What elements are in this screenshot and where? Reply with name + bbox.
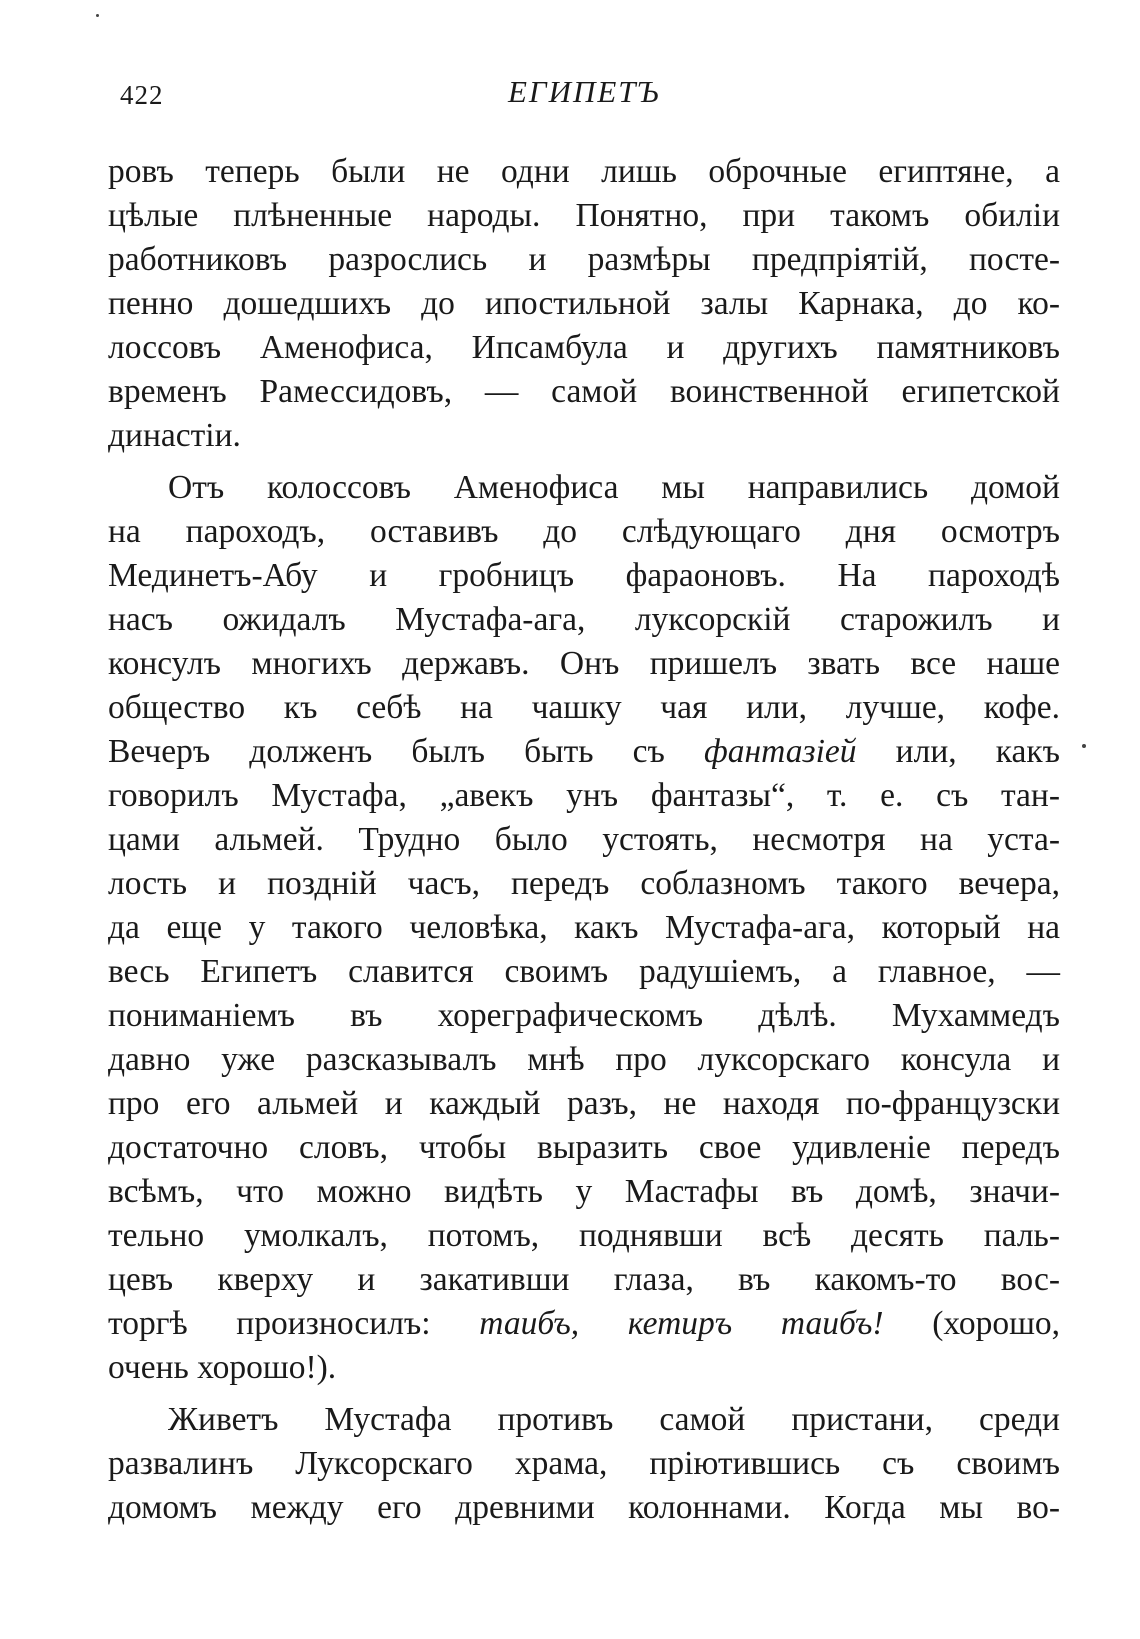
- text-line: работниковъ разрослись и размѣры предпріятій, посте-: [108, 241, 1060, 278]
- text-line: консулъ многихъ державъ. Онъ пришелъ звать все наше: [108, 645, 1060, 682]
- text-line: общество къ себѣ на чашку чая или, лучше, кофе.: [108, 689, 1060, 726]
- text-line: Отъ колоссовъ Аменофиса мы направились домой: [168, 469, 1060, 506]
- page-number: 422: [120, 80, 164, 110]
- text-line: домомъ между его древними колоннами. Когда мы во-: [108, 1489, 1060, 1526]
- text-line: да еще у такого человѣка, какъ Мустафа-ага, который на: [108, 909, 1060, 946]
- text-line: лость и поздній часъ, передъ соблазномъ такого вечера,: [108, 865, 1060, 902]
- text-run: торгѣ произносилъ:: [108, 1305, 480, 1342]
- text-line: цѣлые плѣненные народы. Понятно, при такомъ обиліи: [108, 197, 1060, 234]
- text-line: династіи.: [108, 417, 241, 454]
- text-line: Мединетъ-Абу и гробницъ фараоновъ. На пароходѣ: [108, 557, 1060, 594]
- text-line: цевъ кверху и закативши глаза, въ какомъ-то вос-: [108, 1261, 1060, 1298]
- text-line-with-emphasis: [108, 1302, 1060, 1346]
- text-line: пенно дошедшихъ до ипостильной залы Карнака, до ко-: [108, 285, 1060, 322]
- text-line: очень хорошо!).: [108, 1349, 337, 1386]
- text-line-with-emphasis: [108, 730, 1060, 774]
- text-line: говорилъ Мустафа, „авекъ унъ фантазы“, т. е. съ тан-: [108, 777, 1060, 814]
- text-line: тельно умолкалъ, потомъ, поднявши всѣ десять паль-: [108, 1217, 1060, 1254]
- text-line: всѣмъ, что можно видѣть у Мастафы въ домѣ, значи-: [108, 1173, 1060, 1210]
- text-line: на пароходъ, оставивъ до слѣдующаго дня осмотръ: [108, 513, 1060, 550]
- text-run: (хорошо,: [883, 1305, 1061, 1342]
- paragraph-1: [108, 150, 1060, 458]
- text-line: ровъ теперь были не одни лишь оброчные египтяне, а: [108, 153, 1060, 190]
- text-line: весь Египетъ славится своимъ радушіемъ, а главное, —: [108, 953, 1060, 990]
- emphasized-word: фантазіей: [704, 733, 857, 770]
- text-line: пониманіемъ въ хореграфическомъ дѣлѣ. Мухаммедъ: [108, 997, 1060, 1034]
- paragraph-3: [108, 1398, 1060, 1530]
- text-line: Живетъ Мустафа противъ самой пристани, среди: [168, 1401, 1060, 1438]
- text-line: насъ ожидалъ Мустафа-ага, луксорскій старожилъ и: [108, 601, 1060, 638]
- text-line: лоссовъ Аменофиса, Ипсамбула и другихъ памятниковъ: [108, 329, 1060, 366]
- print-speck: [1082, 744, 1086, 748]
- body-text: [108, 150, 1060, 1530]
- text-run: Вечеръ долженъ былъ быть съ: [108, 733, 705, 770]
- text-line: развалинъ Луксорскаго храма, пріютившись съ своимъ: [108, 1445, 1060, 1482]
- emphasized-phrase: таибъ, кетиръ таибъ!: [479, 1305, 884, 1342]
- text-line: достаточно словъ, чтобы выразить свое удивленіе передъ: [108, 1129, 1060, 1166]
- text-line: цами альмей. Трудно было устоять, несмотря на уста-: [108, 821, 1060, 858]
- running-head: [108, 68, 1058, 118]
- text-line: давно уже разсказывалъ мнѣ про луксорскаго консула и: [108, 1041, 1060, 1078]
- paragraph-2: [108, 466, 1060, 1390]
- text-line: временъ Рамессидовъ, — самой воинственной египетской: [108, 373, 1060, 410]
- text-line: про его альмей и каждый разъ, не находя по-французски: [108, 1085, 1060, 1122]
- print-speck: [96, 14, 99, 17]
- text-run: или, какъ: [856, 733, 1060, 770]
- running-title: ЕГИПЕТЪ: [508, 74, 661, 109]
